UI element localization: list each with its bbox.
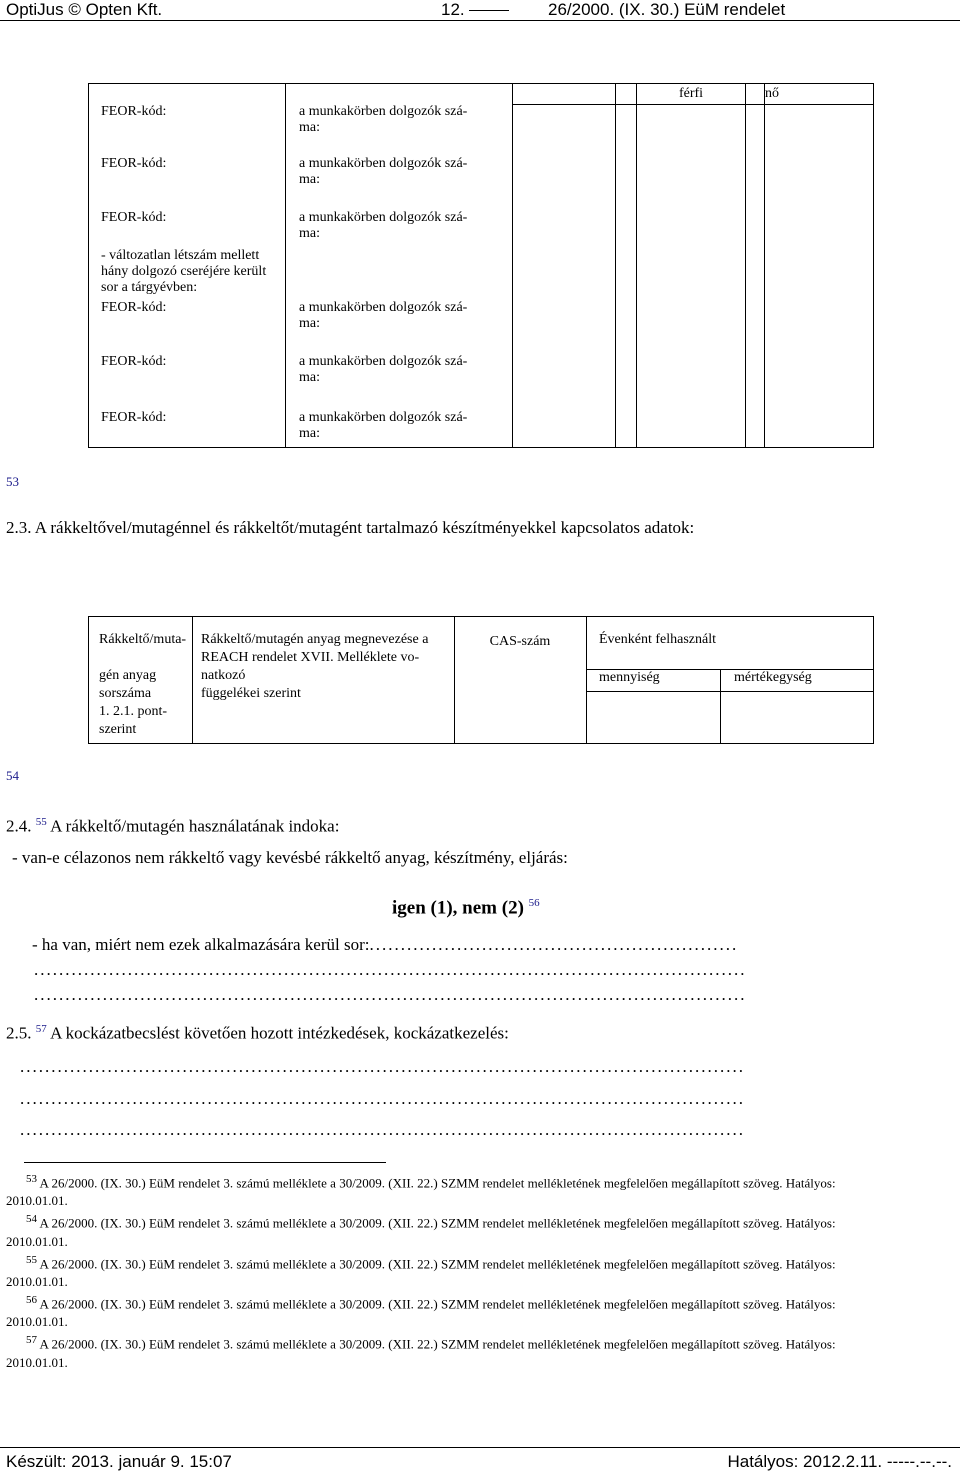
footer-rule bbox=[0, 1447, 960, 1448]
count-label: a munkakörben dolgozók szá- ma: bbox=[299, 104, 468, 135]
feor-label: FEOR-kód: bbox=[101, 156, 167, 171]
margin-note-54: 54 bbox=[6, 768, 19, 783]
section-2-3-heading: 2.3. A rákkeltővel/mutagénnel és rákkeltőt/mutagént tartalmazó készítményekkel kapcsolatos adatok: bbox=[6, 518, 695, 537]
feor-label: FEOR-kód: bbox=[101, 300, 167, 315]
change-note: - változatlan létszám mellett hány dolgozó cseréjére került sor a tárgyévben: bbox=[101, 248, 267, 295]
col-divider bbox=[615, 84, 616, 447]
substance-table bbox=[88, 616, 874, 744]
section-2-5-heading: 2.5. $^{57}$ A kockázatbecslést követően hozott intézkedések, kockázatkezelés: bbox=[6, 1023, 509, 1043]
margin-note-53: 53 bbox=[6, 474, 19, 489]
answer-line: .................................................................................................................. bbox=[34, 985, 747, 1004]
footer-right: Hatályos: 2012.2.11. -----.--.--. bbox=[727, 1452, 952, 1471]
feor-label: FEOR-kód: bbox=[101, 210, 167, 225]
col-divider bbox=[512, 84, 513, 447]
col-divider bbox=[285, 84, 286, 447]
col-cas: CAS-szám bbox=[489, 634, 551, 649]
footnote: $^{53}$ A 26/2000. (IX. 30.) EüM rendelet 3. számú melléklete a 30/2009. (XII. 22.) SZMM rendelet mellékletének megfelelően megállapított szöveg. Hatályos: 2010.01.01. bbox=[6, 1173, 836, 1209]
answer-options: igen (1), nem (2) $^{56}$ bbox=[392, 897, 540, 919]
footnote-rule bbox=[24, 1162, 386, 1163]
col-sorszam: Rákkeltő/muta- gén anyag sorszáma 1. 2.1. pont- szerint bbox=[99, 632, 187, 737]
footnote: $^{57}$ A 26/2000. (IX. 30.) EüM rendelet 3. számú melléklete a 30/2009. (XII. 22.) SZMM rendelet mellékletének megfelelően megállapított szöveg. Hatályos: 2010.01.01. bbox=[6, 1334, 836, 1370]
answer-line: .................................................................................................................... bbox=[20, 1057, 745, 1076]
col-evenkent: Évenként felhasznált bbox=[599, 632, 717, 647]
col-female: nő bbox=[765, 86, 779, 101]
question-alternative: - van-e célazonos nem rákkeltő vagy kevésbé rákkeltő anyag, készítmény, eljárás: bbox=[12, 848, 568, 867]
question-why: - ha van, miért nem ezek alkalmazására kerül sor:........................................................... bbox=[32, 935, 739, 954]
col-divider bbox=[745, 84, 746, 447]
col-male: férfi bbox=[678, 86, 704, 101]
answer-line: .................................................................................................................... bbox=[20, 1089, 745, 1108]
count-label: a munkakörben dolgozók szá- ma: bbox=[299, 410, 468, 441]
page-number: 12. bbox=[441, 0, 509, 20]
employee-table bbox=[88, 83, 874, 448]
col-divider bbox=[586, 617, 587, 743]
header-rule bbox=[0, 20, 960, 21]
count-label: a munkakörben dolgozók szá- ma: bbox=[299, 156, 468, 187]
feor-label: FEOR-kód: bbox=[101, 410, 167, 425]
col-megnevezes: Rákkeltő/mutagén anyag megnevezése a REACH rendelet XVII. Melléklete vo- natkozó függelékei szerint bbox=[201, 632, 429, 701]
count-label: a munkakörben dolgozók szá- ma: bbox=[299, 300, 468, 331]
footnote: $^{55}$ A 26/2000. (IX. 30.) EüM rendelet 3. számú melléklete a 30/2009. (XII. 22.) SZMM rendelet mellékletének megfelelően megállapított szöveg. Hatályos: 2010.01.01. bbox=[6, 1253, 836, 1289]
col-mennyiseg: mennyiség bbox=[599, 670, 660, 685]
col-mertekegyseg: mértékegység bbox=[734, 670, 812, 685]
count-label: a munkakörben dolgozók szá- ma: bbox=[299, 354, 468, 385]
feor-label: FEOR-kód: bbox=[101, 354, 167, 369]
answer-line: .................................................................................................................... bbox=[20, 1120, 745, 1139]
footnote: $^{54}$ A 26/2000. (IX. 30.) EüM rendelet 3. számú melléklete a 30/2009. (XII. 22.) SZMM rendelet mellékletének megfelelően megállapított szöveg. Hatályos: 2010.01.01. bbox=[6, 1213, 836, 1249]
footer-left: Készült: 2013. január 9. 15:07 bbox=[6, 1452, 232, 1471]
footnotes bbox=[6, 1170, 956, 1372]
row-divider bbox=[586, 691, 873, 692]
header-left: OptiJus © Opten Kft. bbox=[6, 0, 163, 19]
header-divider bbox=[512, 104, 873, 105]
footnote: $^{56}$ A 26/2000. (IX. 30.) EüM rendelet 3. számú melléklete a 30/2009. (XII. 22.) SZMM rendelet mellékletének megfelelően megállapított szöveg. Hatályos: 2010.01.01. bbox=[6, 1293, 836, 1330]
col-divider bbox=[764, 84, 765, 447]
answer-line: .................................................................................................................. bbox=[34, 960, 747, 979]
col-divider bbox=[720, 669, 721, 743]
feor-label: FEOR-kód: bbox=[101, 104, 167, 119]
section-2-4-heading: 2.4. $^{55}$ A rákkeltő/mutagén használatának indoka: bbox=[6, 816, 340, 836]
count-label: a munkakörben dolgozók szá- ma: bbox=[299, 210, 468, 241]
header-title: 26/2000. (IX. 30.) EüM rendelet bbox=[548, 0, 786, 19]
col-divider bbox=[636, 84, 637, 447]
